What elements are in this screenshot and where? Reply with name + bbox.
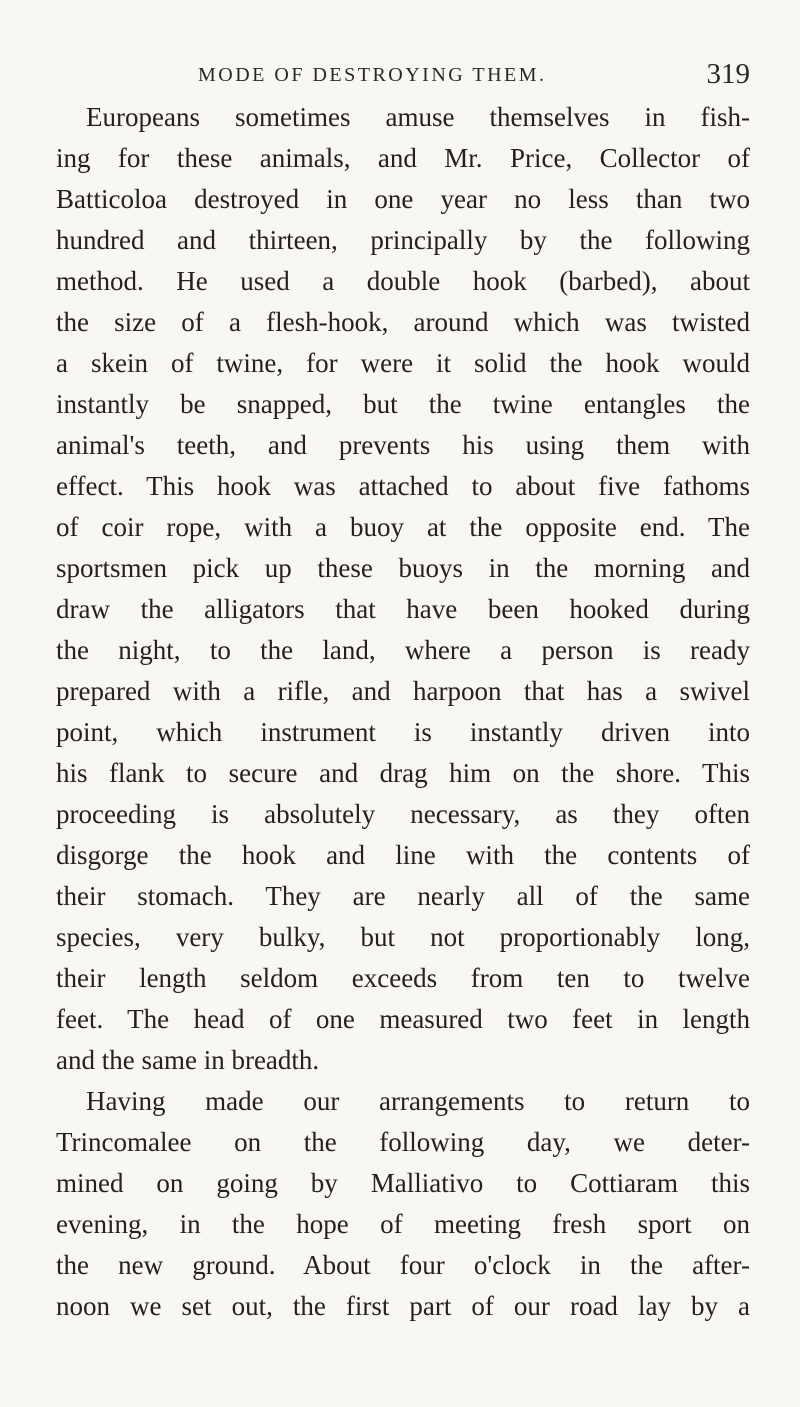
text-line: his flank to secure and drag him on the shore. This [56, 758, 750, 788]
text-line: mined on going by Malliativo to Cottiaram this [56, 1168, 750, 1198]
running-head-title: MODE OF DESTROYING THEM. [198, 64, 547, 86]
body-text [56, 97, 750, 1327]
text-line: their length seldom exceeds from ten to twelve [56, 963, 750, 993]
text-line: method. He used a double hook (barbed), about [56, 266, 750, 296]
text-line: Europeans sometimes amuse themselves in fish- [86, 102, 750, 132]
text-line: the night, to the land, where a person is ready [56, 635, 750, 665]
text-line: disgorge the hook and line with the contents of [56, 840, 750, 870]
text-line: and the same in breadth. [56, 1045, 320, 1075]
text-line: ing for these animals, and Mr. Price, Collector of [56, 143, 750, 173]
text-line: Having made our arrangements to return to [86, 1086, 750, 1116]
text-line: sportsmen pick up these buoys in the morning and [56, 553, 750, 583]
text-line: noon we set out, the first part of our road lay by a [56, 1291, 750, 1321]
text-line: a skein of twine, for were it solid the hook would [56, 348, 750, 378]
text-line: draw the alligators that have been hooked during [56, 594, 750, 624]
running-head [150, 60, 750, 100]
text-line: their stomach. They are nearly all of the same [56, 881, 750, 911]
text-line: evening, in the hope of meeting fresh sport on [56, 1209, 750, 1239]
text-line: Batticoloa destroyed in one year no less than two [56, 184, 750, 214]
page-number: 319 [706, 58, 750, 90]
text-line: prepared with a rifle, and harpoon that has a swivel [56, 676, 750, 706]
text-line: point, which instrument is instantly driven into [56, 717, 750, 747]
text-line: of coir rope, with a buoy at the opposite end. The [56, 512, 750, 542]
text-line: effect. This hook was attached to about five fathoms [56, 471, 750, 501]
text-line: Trincomalee on the following day, we deter- [56, 1127, 750, 1157]
text-line: proceeding is absolutely necessary, as they often [56, 799, 750, 829]
text-line: animal's teeth, and prevents his using them with [56, 430, 750, 460]
text-line: the new ground. About four o'clock in the after- [56, 1250, 750, 1280]
text-line: species, very bulky, but not proportionably long, [56, 922, 750, 952]
text-line: feet. The head of one measured two feet in length [56, 1004, 750, 1034]
text-line: hundred and thirteen, principally by the following [56, 225, 750, 255]
text-line: instantly be snapped, but the twine entangles the [56, 389, 750, 419]
text-line: the size of a flesh-hook, around which was twisted [56, 307, 750, 337]
